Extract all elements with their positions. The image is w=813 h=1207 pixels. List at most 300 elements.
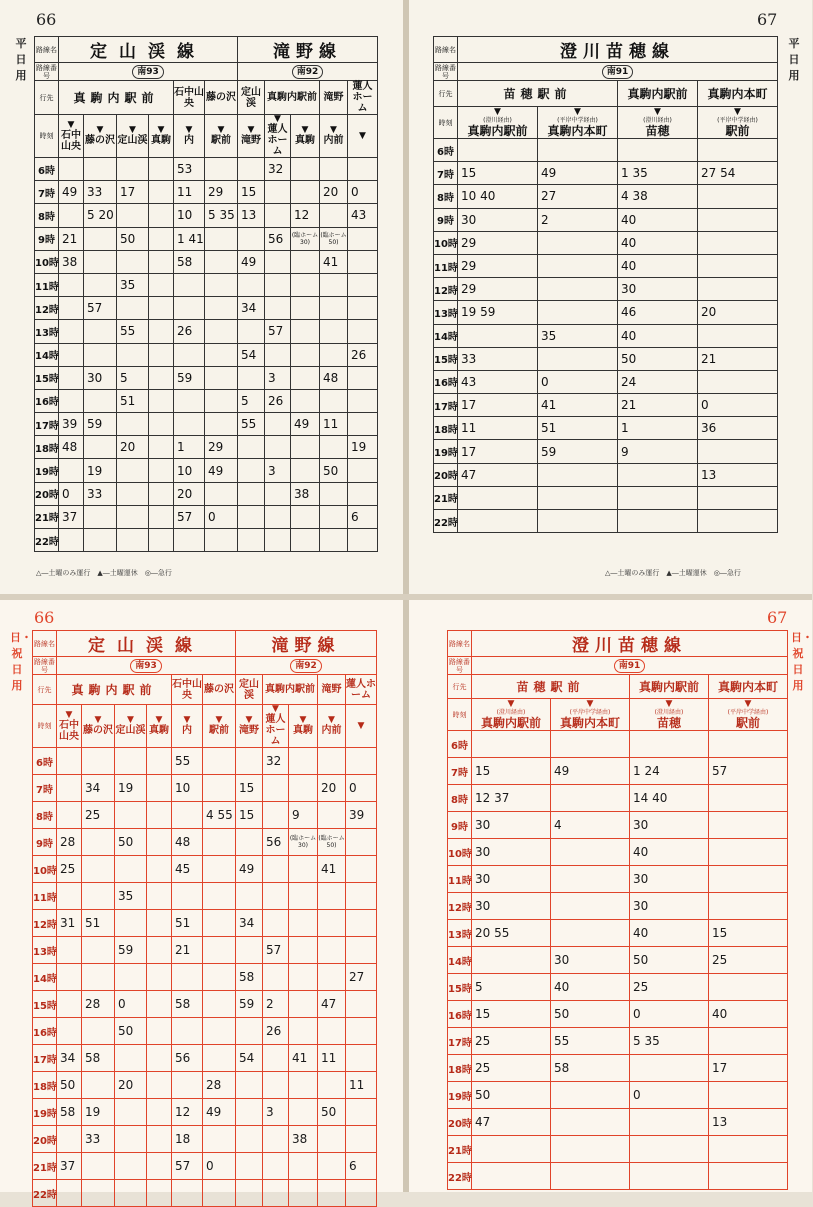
hour-row (448, 839, 788, 866)
departure-minutes: 9 (289, 802, 318, 829)
departure-minutes (84, 158, 117, 181)
line-name-takino: 滝野線 (236, 631, 377, 657)
departure-minutes: 51 (82, 910, 115, 937)
hour-label: 8時 (35, 204, 59, 227)
departure-minutes (472, 1136, 551, 1163)
departure-minutes (320, 389, 348, 412)
side-label: 日・祝日用 (791, 631, 813, 692)
departure-minutes (82, 937, 115, 964)
departure-minutes (82, 748, 115, 775)
sub-1: ▼ (澄川経由) 真駒内駅前 (472, 699, 551, 731)
departure-minutes: 1 35 (618, 162, 698, 185)
departure-minutes (205, 343, 238, 366)
sub-4: ▼ 内 (174, 115, 205, 158)
departure-minutes (291, 343, 320, 366)
dest-naebo: 苗穂駅前 (458, 81, 618, 107)
hour-row (33, 1126, 377, 1153)
departure-minutes: 19 (84, 459, 117, 482)
departure-minutes: 19 (348, 436, 378, 459)
departure-minutes (236, 1099, 263, 1126)
departure-minutes: 50 (57, 1072, 82, 1099)
departure-minutes (709, 866, 788, 893)
departure-minutes: 10 (172, 775, 203, 802)
hour-label: 21時 (33, 1153, 57, 1180)
departure-minutes: 30 (618, 278, 698, 301)
departure-minutes: 49 (538, 162, 618, 185)
departure-minutes (238, 529, 265, 552)
departure-minutes (289, 1072, 318, 1099)
departure-minutes: 40 (709, 1001, 788, 1028)
departure-minutes (236, 937, 263, 964)
departure-minutes: 5 35 (205, 204, 238, 227)
departure-minutes (551, 731, 630, 758)
departure-minutes (263, 802, 289, 829)
departure-minutes (59, 204, 84, 227)
departure-minutes (57, 775, 82, 802)
hour-row (35, 529, 378, 552)
departure-minutes (709, 1136, 788, 1163)
hour-label: 11時 (33, 883, 57, 910)
hour-row (434, 324, 778, 347)
hour-row (35, 158, 378, 181)
departure-minutes: 25 (472, 1055, 551, 1082)
departure-minutes (346, 748, 377, 775)
hour-label: 11時 (35, 273, 59, 296)
departure-minutes: 21 (698, 347, 778, 370)
departure-minutes (289, 883, 318, 910)
departure-minutes (698, 510, 778, 533)
departure-minutes: 57 (709, 758, 788, 785)
departure-minutes: 56 (265, 227, 291, 250)
hour-label: 20時 (434, 463, 458, 486)
departure-minutes: 0 (348, 181, 378, 204)
departure-minutes (57, 1180, 82, 1207)
departure-minutes: 19 (82, 1099, 115, 1126)
departure-minutes (205, 366, 238, 389)
departure-minutes (117, 482, 149, 505)
departure-minutes (709, 893, 788, 920)
hour-row (35, 320, 378, 343)
sub-2: ▼ (平岸中学経由) 真駒内本町 (538, 107, 618, 139)
hour-row (35, 181, 378, 204)
hour-label: 9時 (434, 208, 458, 231)
departure-minutes: 58 (57, 1099, 82, 1126)
hour-row (448, 1109, 788, 1136)
line-name-takino: 滝野線 (238, 37, 378, 63)
hour-row (434, 162, 778, 185)
departure-minutes: 51 (538, 417, 618, 440)
departure-minutes: 49 (59, 181, 84, 204)
departure-minutes (238, 459, 265, 482)
departure-minutes (291, 389, 320, 412)
sub-9: ▼ 内前 (320, 115, 348, 158)
departure-minutes (698, 208, 778, 231)
departure-minutes: 21 (618, 394, 698, 417)
departure-minutes: 25 (630, 974, 709, 1001)
departure-minutes (263, 1126, 289, 1153)
hour-label: 20時 (448, 1109, 472, 1136)
departure-minutes (263, 1153, 289, 1180)
hour-row (33, 1099, 377, 1126)
departure-minutes (59, 158, 84, 181)
departure-minutes (203, 1180, 236, 1207)
departure-minutes (149, 320, 174, 343)
departure-minutes (551, 1163, 630, 1190)
departure-minutes: 15 (709, 920, 788, 947)
departure-minutes (174, 273, 205, 296)
departure-minutes: 0 (59, 482, 84, 505)
hour-row (33, 1018, 377, 1045)
departure-minutes: 49 (203, 1099, 236, 1126)
header-time: 時刻 (448, 699, 472, 731)
departure-minutes (238, 158, 265, 181)
departure-minutes (289, 1099, 318, 1126)
departure-minutes: 26 (348, 343, 378, 366)
sub-9b: ▼ (346, 705, 377, 748)
departure-minutes: 30 (472, 866, 551, 893)
departure-minutes (348, 529, 378, 552)
departure-minutes: 47 (472, 1109, 551, 1136)
departure-minutes: 21 (59, 227, 84, 250)
departure-minutes (618, 510, 698, 533)
departure-minutes: 34 (238, 297, 265, 320)
hour-label: 14時 (33, 964, 57, 991)
departure-minutes: 17 (709, 1055, 788, 1082)
departure-minutes (291, 181, 320, 204)
page-66-weekday (0, 0, 403, 594)
departure-minutes (263, 1045, 289, 1072)
sub-6: ▼ 滝野 (238, 115, 265, 158)
departure-minutes (147, 856, 172, 883)
departure-minutes: 26 (265, 389, 291, 412)
hour-row (35, 250, 378, 273)
departure-minutes: 29 (458, 278, 538, 301)
departure-minutes (84, 320, 117, 343)
departure-minutes (59, 459, 84, 482)
hour-label: 6時 (448, 731, 472, 758)
hour-label: 16時 (35, 389, 59, 412)
departure-minutes: 57 (174, 505, 205, 528)
hour-row (35, 343, 378, 366)
departure-minutes (174, 389, 205, 412)
departure-minutes (172, 1018, 203, 1045)
departure-minutes (346, 910, 377, 937)
timetable (433, 36, 778, 533)
departure-minutes (320, 505, 348, 528)
departure-minutes: 51 (117, 389, 149, 412)
header-line-name: 路線名 (448, 631, 472, 657)
departure-minutes: 48 (59, 436, 84, 459)
departure-minutes: 51 (172, 910, 203, 937)
sub-4: ▼ 内 (172, 705, 203, 748)
departure-minutes (265, 436, 291, 459)
departure-minutes (291, 436, 320, 459)
hour-row (434, 278, 778, 301)
departure-minutes: 20 (698, 301, 778, 324)
departure-minutes (205, 482, 238, 505)
departure-minutes (263, 856, 289, 883)
departure-minutes (236, 1072, 263, 1099)
departure-minutes (149, 482, 174, 505)
departure-minutes (289, 1153, 318, 1180)
dest-takino: 滝野 (318, 675, 346, 705)
departure-minutes: 27 54 (698, 162, 778, 185)
departure-minutes (346, 1099, 377, 1126)
departure-minutes (59, 273, 84, 296)
departure-minutes (147, 991, 172, 1018)
departure-minutes: 10 (174, 459, 205, 482)
departure-minutes (149, 158, 174, 181)
departure-minutes: (臨ホーム50) (320, 227, 348, 250)
departure-minutes (115, 910, 147, 937)
departure-minutes (117, 297, 149, 320)
hour-label: 13時 (35, 320, 59, 343)
hour-row (35, 204, 378, 227)
header-route-number: 路線番号 (449, 657, 470, 674)
departure-minutes (346, 1045, 377, 1072)
departure-minutes (174, 343, 205, 366)
departure-minutes (318, 1018, 346, 1045)
dest-jozankei: 定山渓 (236, 675, 263, 705)
hour-row (33, 991, 377, 1018)
departure-minutes (291, 529, 320, 552)
departure-minutes (320, 343, 348, 366)
sub-2: ▼ (平岸中学経由) 真駒内本町 (551, 699, 630, 731)
departure-minutes (115, 1126, 147, 1153)
departure-minutes (57, 802, 82, 829)
departure-minutes (320, 436, 348, 459)
page-67-holiday (409, 600, 812, 1192)
departure-minutes (348, 297, 378, 320)
sub-5: ▼ 駅前 (205, 115, 238, 158)
departure-minutes: 30 (630, 812, 709, 839)
departure-minutes (551, 785, 630, 812)
hour-label: 18時 (448, 1055, 472, 1082)
departure-minutes: 24 (618, 370, 698, 393)
departure-minutes (263, 910, 289, 937)
departure-minutes (348, 459, 378, 482)
departure-minutes (236, 883, 263, 910)
side-label: 平日用 (15, 37, 27, 82)
departure-minutes: 39 (59, 413, 84, 436)
hour-row (35, 505, 378, 528)
sub-3: ▼ (澄川経由) 苗穂 (630, 699, 709, 731)
hour-label: 7時 (33, 775, 57, 802)
departure-minutes (265, 297, 291, 320)
dest-makomanai-2: 真駒内駅前 (263, 675, 318, 705)
departure-minutes: 5 (117, 366, 149, 389)
departure-minutes: 12 (291, 204, 320, 227)
departure-minutes: 25 (472, 1028, 551, 1055)
departure-minutes (291, 250, 320, 273)
hour-row (434, 417, 778, 440)
hour-row (33, 1153, 377, 1180)
departure-minutes (117, 204, 149, 227)
hour-label: 7時 (35, 181, 59, 204)
departure-minutes: 58 (174, 250, 205, 273)
departure-minutes: 5 35 (630, 1028, 709, 1055)
departure-minutes: 29 (458, 254, 538, 277)
departure-minutes (59, 320, 84, 343)
departure-minutes: 59 (174, 366, 205, 389)
departure-minutes: 50 (318, 1099, 346, 1126)
departure-minutes: 55 (172, 748, 203, 775)
hour-row (33, 910, 377, 937)
departure-minutes (318, 1126, 346, 1153)
header-line-name: 路線名 (33, 631, 57, 657)
dest-makomanai: 真駒内駅前 (618, 81, 698, 107)
departure-minutes (551, 839, 630, 866)
departure-minutes (238, 436, 265, 459)
departure-minutes (236, 748, 263, 775)
departure-minutes (348, 320, 378, 343)
departure-minutes (618, 486, 698, 509)
departure-minutes: 13 (238, 204, 265, 227)
departure-minutes: 20 (117, 436, 149, 459)
departure-minutes: 29 (205, 181, 238, 204)
departure-minutes: 35 (115, 883, 147, 910)
departure-minutes: 38 (289, 1126, 318, 1153)
departure-minutes (709, 1028, 788, 1055)
departure-minutes (289, 991, 318, 1018)
departure-minutes: 11 (458, 417, 538, 440)
route-badge-b: 南92 (238, 63, 378, 81)
departure-minutes: 30 (472, 812, 551, 839)
departure-minutes: 50 (117, 227, 149, 250)
departure-minutes (551, 866, 630, 893)
departure-minutes: 20 (174, 482, 205, 505)
departure-minutes (82, 1153, 115, 1180)
departure-minutes (538, 254, 618, 277)
departure-minutes (84, 250, 117, 273)
departure-minutes (289, 775, 318, 802)
timetable (32, 630, 377, 1207)
departure-minutes (117, 505, 149, 528)
departure-minutes (630, 1163, 709, 1190)
departure-minutes (618, 139, 698, 162)
sub-3: ▼ (澄川経由) 苗穂 (618, 107, 698, 139)
departure-minutes (147, 883, 172, 910)
departure-minutes: 46 (618, 301, 698, 324)
hour-row (448, 1055, 788, 1082)
departure-minutes (318, 910, 346, 937)
departure-minutes (265, 181, 291, 204)
departure-minutes: 50 (551, 1001, 630, 1028)
hour-row (434, 510, 778, 533)
departure-minutes (59, 366, 84, 389)
departure-minutes (709, 1163, 788, 1190)
departure-minutes (117, 459, 149, 482)
departure-minutes (236, 1180, 263, 1207)
hour-label: 15時 (448, 974, 472, 1001)
hour-label: 19時 (448, 1082, 472, 1109)
departure-minutes (82, 1180, 115, 1207)
hour-row (448, 812, 788, 839)
departure-minutes (630, 1109, 709, 1136)
departure-minutes: 4 38 (618, 185, 698, 208)
sub-9b: ▼ (348, 115, 378, 158)
dest-ishinaka: 石中山央 (174, 81, 205, 115)
departure-minutes (236, 829, 263, 856)
departure-minutes: 17 (458, 394, 538, 417)
departure-minutes (346, 1018, 377, 1045)
departure-minutes (59, 389, 84, 412)
departure-minutes (348, 366, 378, 389)
departure-minutes (318, 1072, 346, 1099)
dest-ishinaka: 石中山央 (172, 675, 203, 705)
hour-label: 15時 (434, 347, 458, 370)
departure-minutes (203, 964, 236, 991)
departure-minutes: 54 (238, 343, 265, 366)
departure-minutes (236, 1018, 263, 1045)
departure-minutes (318, 1153, 346, 1180)
sub-0: ▼ 石中 山央 (57, 705, 82, 748)
departure-minutes: 30 (458, 208, 538, 231)
hour-row (35, 389, 378, 412)
departure-minutes: 0 (115, 991, 147, 1018)
hour-label: 21時 (448, 1136, 472, 1163)
departure-minutes: 19 (115, 775, 147, 802)
departure-minutes (265, 343, 291, 366)
departure-minutes (203, 748, 236, 775)
departure-minutes (551, 1082, 630, 1109)
hour-label: 22時 (448, 1163, 472, 1190)
hour-row (434, 185, 778, 208)
hour-row (33, 1180, 377, 1207)
dest-fujinosawa: 藤の沢 (203, 675, 236, 705)
sub-4: ▼ (平岸中学経由) 駅前 (698, 107, 778, 139)
departure-minutes (458, 324, 538, 347)
departure-minutes (320, 529, 348, 552)
departure-minutes (709, 974, 788, 1001)
hour-label: 7時 (448, 758, 472, 785)
page-number: 66 (36, 10, 57, 29)
header-line-name: 路線名 (434, 37, 458, 63)
hour-label: 8時 (448, 785, 472, 812)
departure-minutes: 57 (172, 1153, 203, 1180)
departure-minutes: 25 (82, 802, 115, 829)
departure-minutes (59, 529, 84, 552)
departure-minutes: 25 (709, 947, 788, 974)
departure-minutes (346, 829, 377, 856)
departure-minutes: 49 (551, 758, 630, 785)
departure-minutes: 55 (117, 320, 149, 343)
dest-naebo: 苗穂駅前 (472, 675, 630, 699)
departure-minutes (149, 297, 174, 320)
departure-minutes: 27 (346, 964, 377, 991)
hour-row (35, 413, 378, 436)
departure-minutes: 36 (698, 417, 778, 440)
departure-minutes: 43 (348, 204, 378, 227)
departure-minutes (117, 343, 149, 366)
departure-minutes: 9 (618, 440, 698, 463)
departure-minutes: 50 (115, 829, 147, 856)
line-name-jozankei: 定山渓線 (59, 37, 238, 63)
departure-minutes: 0 (205, 505, 238, 528)
departure-minutes (346, 856, 377, 883)
departure-minutes: 41 (289, 1045, 318, 1072)
header-route-number: 路線番号 (34, 657, 55, 674)
departure-minutes (57, 748, 82, 775)
header-destination: 行先 (35, 81, 59, 115)
hour-row (434, 440, 778, 463)
departure-minutes: 11 (318, 1045, 346, 1072)
hour-label: 10時 (448, 839, 472, 866)
departure-minutes (458, 486, 538, 509)
departure-minutes (203, 775, 236, 802)
hour-row (35, 459, 378, 482)
hour-label: 13時 (434, 301, 458, 324)
